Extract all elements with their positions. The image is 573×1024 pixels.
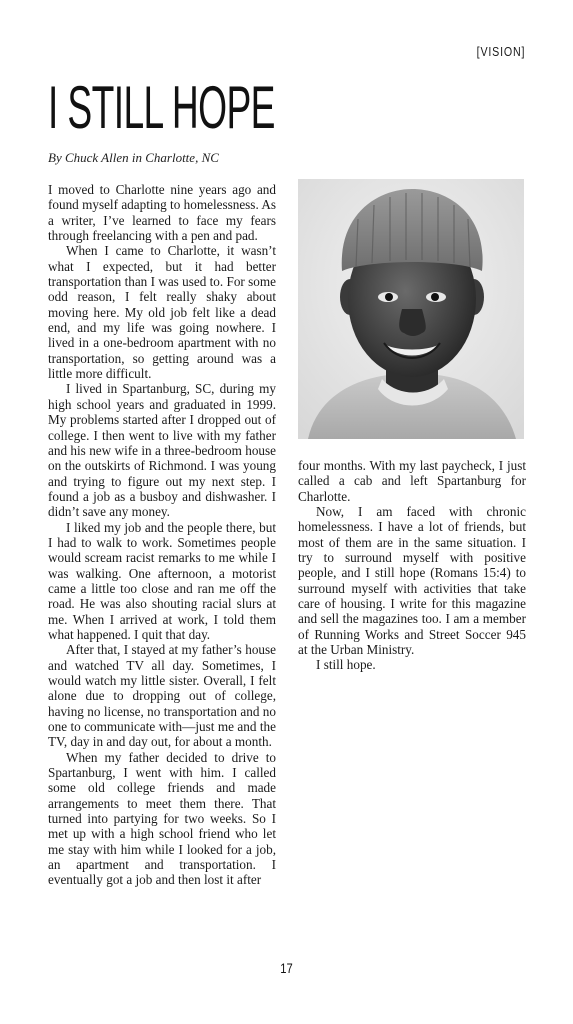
paragraph: I moved to Charlotte nine years ago and found myself adapting to homelessness. As a writer, I’ve learned to face my fears through freelancing with a pen and pad. [48,182,276,244]
author-portrait-photo [298,179,524,439]
paragraph: When my father decided to drive to Spartanburg, I went with him. I called some old college friends and made arrangements to meet them there. That turned into partying for two weeks. So I met up with a high school friend who let me stay with him while I looked for a job, an apartment and transportation. I eventually got a job and then lost it after [48,749,276,888]
byline: By Chuck Allen in Charlotte, NC [48,150,219,165]
article-column-left [48,182,276,888]
page-number: 17 [280,960,293,976]
paragraph: I still hope. [316,657,376,673]
article-title: I STILL HOPE [48,74,275,141]
paragraph: four months. With my last paycheck, I just called a cab and left Spartanburg for Charlotte. [298,458,526,504]
article-column-right [298,458,526,673]
section-tag: [VISION] [476,44,525,59]
paragraph: When I came to Charlotte, it wasn’t what I expected, but it had better transportation than I was used to. For some odd reason, I felt really shaky about moving here. My old job felt like a dead end, and my life was going nowhere. I lived in a one-bedroom apartment with no transportation, so getting around was a little more difficult. [48,243,276,382]
paragraph: Now, I am faced with chronic homelessness. I have a lot of friends, but most of them are in the same situation. I try to surround myself with positive people, and I still hope (Romans 15:4) to surround myself with activities that take care of housing. I write for this magazine and sell the magazines too. I am a member of Running Works and Street Soccer 945 at the Urban Ministry. [298,504,526,658]
paragraph: I liked my job and the people there, but I had to walk to work. Sometimes people would scream racist remarks to me while I was walking. One afternoon, a motorist came a little too close and ran me off the road. He was also shouting racial slurs at me. When I arrived at work, I told them what happened. I quit that day. [48,519,276,642]
paragraph: I lived in Spartanburg, SC, during my high school years and graduated in 1999. My problems started after I dropped out of college. I then went to live with my father and his new wife in a three-bedroom house on the outskirts of Richmond. I was young and trying to figure out my next step. I found a job as a busboy and dishwasher. I didn’t save any money. [48,381,276,520]
paragraph: After that, I stayed at my father’s house and watched TV all day. Sometimes, I would watch my little sister. Overall, I felt alone due to dropping out of college, having no license, no transportation and no one to communicate with—just me and the TV, day in and day out, for about a month. [48,642,276,750]
